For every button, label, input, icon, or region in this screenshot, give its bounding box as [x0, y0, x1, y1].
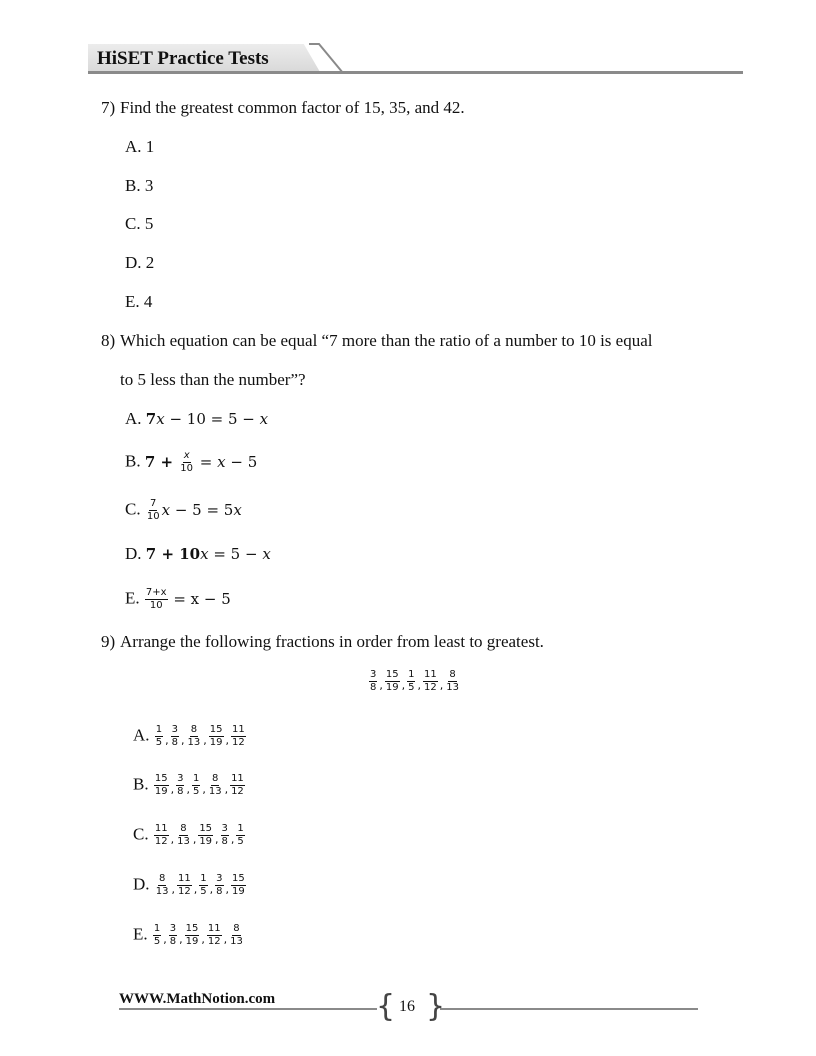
fraction: $\frac{8}{13}$ [446, 669, 459, 693]
fraction-separator: , [209, 883, 214, 897]
q8-option-d: D. 7 + 10x = 5 − x [125, 544, 271, 563]
question-text: Find the greatest common factor of 15, 35, and 42. [120, 98, 465, 117]
footer-rule-right [440, 1008, 698, 1010]
q8-option-a: A. 7x − 10 = 5 − x [125, 409, 269, 428]
fraction-separator: , [170, 783, 175, 797]
fraction-separator: , [224, 783, 229, 797]
q7-option-c: C. 5 [125, 214, 154, 233]
q7-option-d: D. 2 [125, 253, 155, 272]
question-9 [101, 632, 544, 652]
fraction: $\frac{15}{19}$ [199, 823, 213, 847]
fraction-separator: , [439, 679, 444, 693]
given-fractions [368, 669, 461, 694]
fraction-separator: , [202, 783, 206, 797]
question-text-line-1: Which equation can be equal “7 more than the ratio of a number to 10 is equal [120, 331, 653, 350]
fraction-separator: , [401, 679, 406, 693]
fraction: $\frac{8}{13}$ [208, 773, 222, 797]
fraction: $\frac{1}{5}$ [153, 923, 161, 947]
fraction-separator: , [163, 933, 167, 947]
fraction: $\frac{3}{8}$ [216, 873, 223, 897]
fraction-separator: , [230, 833, 235, 847]
fraction-separator: , [225, 734, 229, 748]
fraction-separator: , [186, 783, 190, 797]
fraction-separator: , [179, 933, 183, 947]
question-number: 7) [101, 98, 116, 117]
fraction: $\frac{1}{5}$ [155, 724, 163, 748]
fraction: $\frac{3}{8}$ [169, 923, 177, 947]
q9-option-a: A. $\frac{1}{5}$ $_,$ $\frac{3}{8}$ $_,$ $\frac{8}{13}$ $_,$ $\frac{15}{19}$ $_,$ $\frac{11}{12}$ [133, 724, 245, 748]
fraction: $\frac{1}{5}$ [192, 773, 200, 797]
fraction-separator: , [223, 933, 228, 947]
question-8-line-2: to 5 less than the number”? [120, 370, 306, 389]
q9-option-b: B. $\frac{15}{19}$ $_,$ $\frac{3}{8}$ $_,$ $\frac{1}{5}$ $_,$ $\frac{8}{13}$ $_,$ $\frac{11}{12}$ [133, 773, 244, 797]
fraction: $\frac{15}{19}$ [232, 873, 245, 897]
fraction: $\frac{3}{8}$ [370, 669, 377, 693]
fraction: $\frac{3}{8}$ [221, 823, 228, 847]
q7-option-e: E. 4 [125, 292, 153, 311]
header-rule [88, 71, 743, 74]
fraction-separator: , [193, 883, 198, 897]
fraction: $\frac{15}{19}$ [209, 724, 223, 748]
footer-rule-left [119, 1008, 377, 1010]
fraction-separator: , [171, 883, 176, 897]
q8-option-e: E. $\frac{7+x}{10}$ = x − 5 [125, 587, 231, 611]
q9-option-c: C. $\frac{11}{12}$ $_,$ $\frac{8}{13}$ $_,$ $\frac{15}{19}$ $_,$ $\frac{3}{8}$ $_,$ $\frac{1}{5}$ [133, 823, 244, 847]
fraction-separator: , [181, 734, 185, 748]
question-8 [101, 331, 652, 351]
fraction: $\frac{8}{13}$ [230, 923, 243, 947]
question-number: 8) [101, 331, 116, 350]
fraction-separator: , [215, 833, 219, 847]
fraction-separator: , [225, 883, 229, 897]
fraction-separator: , [170, 833, 175, 847]
right-brace-decoration: } [426, 989, 446, 1024]
fraction: $\frac{15}{19}$ [185, 923, 199, 947]
q9-option-d: D. $\frac{8}{13}$ $_,$ $\frac{11}{12}$ $_,$ $\frac{1}{5}$ $_,$ $\frac{3}{8}$ $_,$ $\frac{15}{19}$ [133, 873, 245, 897]
left-brace-decoration: { [376, 989, 396, 1024]
question-7 [101, 98, 465, 118]
fraction: $\frac{11}{12}$ [207, 923, 221, 947]
question-number: 9) [101, 632, 116, 651]
fraction: $\frac{11}{12}$ [154, 823, 168, 847]
q8-option-b: B. 7 + $\frac{x}{10}$ = x − 5 [125, 450, 258, 474]
fraction-separator: , [192, 833, 197, 847]
fraction: $\frac{1}{5}$ [200, 873, 207, 897]
fraction: $\frac{8}{13}$ [187, 724, 201, 748]
fraction: $\frac{3}{8}$ [177, 773, 184, 797]
fraction: $\frac{11}{12}$ [231, 773, 244, 797]
footer-website: WWW.MathNotion.com [119, 991, 276, 1007]
fraction: $\frac{15}{19}$ [385, 669, 399, 693]
fraction-separator: , [203, 734, 207, 748]
q9-option-e: E. $\frac{1}{5}$ $_,$ $\frac{3}{8}$ $_,$ $\frac{15}{19}$ $_,$ $\frac{11}{12}$ $_,$ $\frac{8}{13}$ [133, 923, 243, 947]
fraction-separator: , [379, 679, 383, 693]
fraction: $\frac{8}{13}$ [155, 873, 169, 897]
page-number: 16 [399, 998, 415, 1015]
fraction-separator: , [201, 933, 205, 947]
q7-option-a: A. 1 [125, 137, 155, 156]
fraction: $\frac{15}{19}$ [154, 773, 168, 797]
fraction: $\frac{1}{5}$ [237, 823, 244, 847]
question-text: Arrange the following fractions in order from least to greatest. [120, 632, 544, 651]
fraction: $\frac{11}{12}$ [232, 724, 245, 748]
fraction: $\frac{3}{8}$ [171, 724, 179, 748]
fraction-separator: , [417, 679, 421, 693]
fraction: $\frac{11}{12}$ [423, 669, 437, 693]
fraction: $\frac{1}{5}$ [408, 669, 415, 693]
fraction-separator: , [165, 734, 169, 748]
fraction: $\frac{11}{12}$ [178, 873, 191, 897]
header-title: HiSET Practice Tests [97, 48, 269, 69]
q7-option-b: B. 3 [125, 176, 154, 195]
q8-option-c: C. $\frac{7}{10}$ x − 5 = 5x [125, 498, 242, 522]
fraction: $\frac{8}{13}$ [177, 823, 190, 847]
